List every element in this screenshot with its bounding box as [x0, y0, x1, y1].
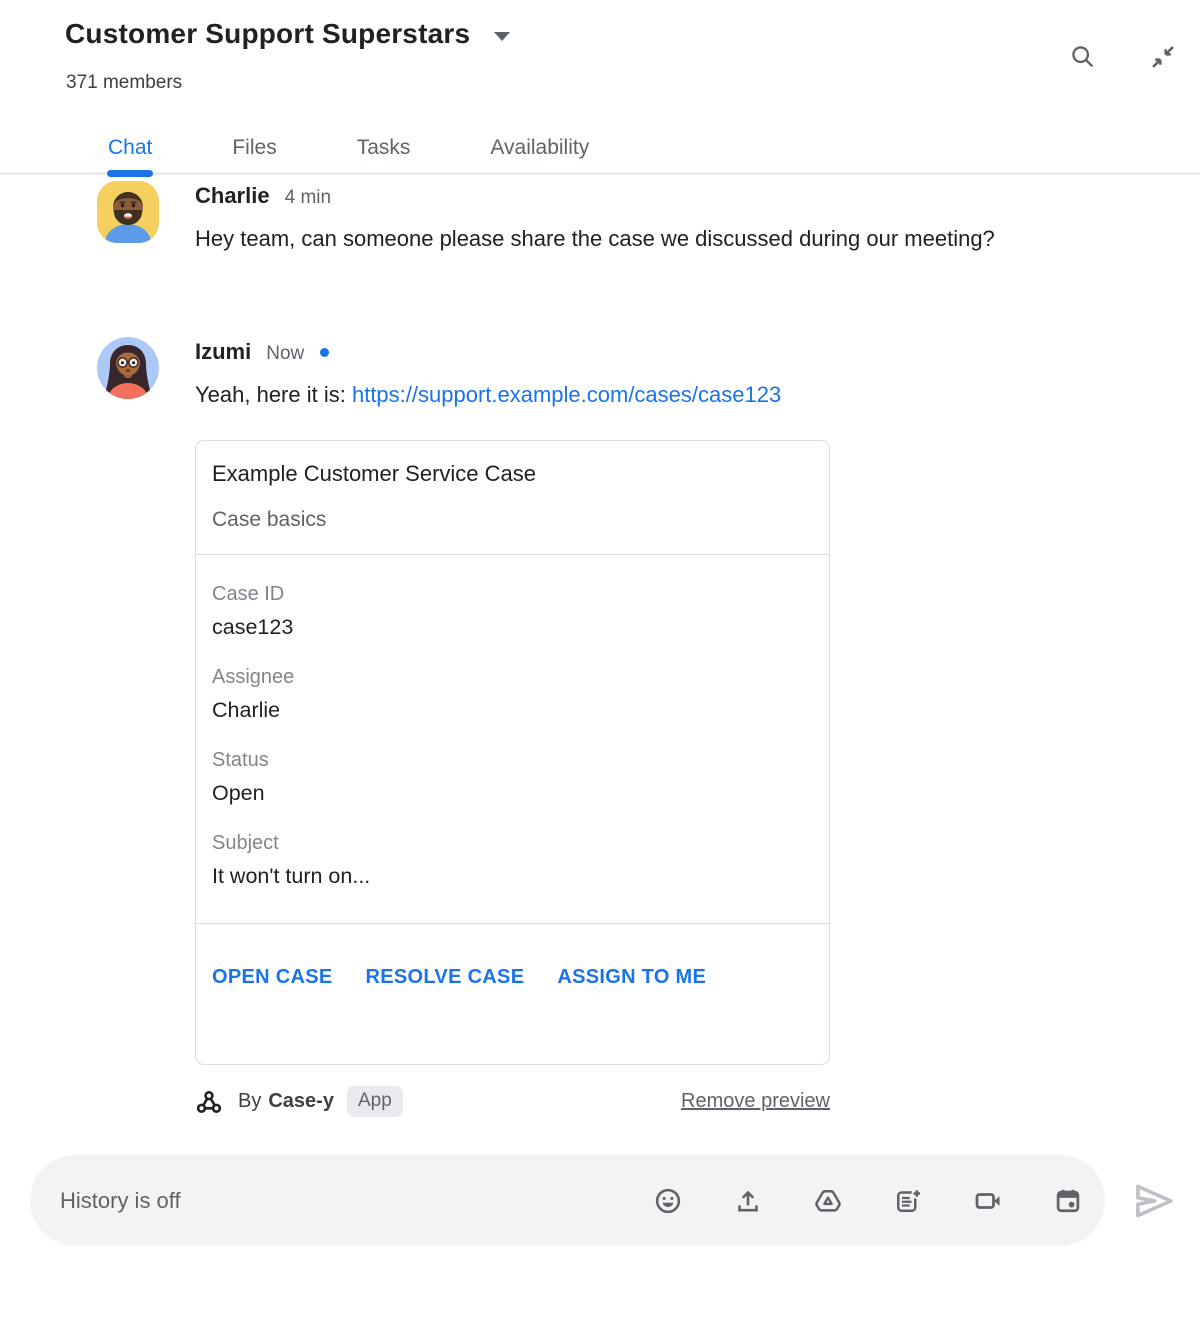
search-icon[interactable]	[1068, 42, 1098, 72]
header-actions	[1068, 42, 1178, 72]
message-izumi	[0, 337, 1200, 415]
tab-chat[interactable]	[108, 123, 152, 172]
drive-icon[interactable]	[813, 1186, 843, 1216]
card-header	[196, 441, 829, 532]
message-text	[195, 375, 1090, 415]
member-count: 371 members	[66, 72, 183, 93]
message-text: Hey team, can someone please share the case we discussed during our meeting?	[195, 226, 995, 251]
case-link[interactable]: https://support.example.com/cases/case123	[351, 382, 782, 407]
field-assignee	[212, 666, 813, 723]
message-author[interactable]: Izumi	[195, 339, 252, 364]
link-preview-card	[195, 440, 830, 1065]
room-title: Customer Support Superstars	[65, 18, 471, 49]
avatar-charlie[interactable]	[97, 181, 159, 243]
field-status	[212, 749, 813, 806]
tab-files[interactable]	[232, 123, 276, 172]
field-value: Charlie	[212, 698, 281, 722]
card-subtitle: Case basics	[212, 508, 327, 531]
compose-bar	[30, 1155, 1105, 1246]
message-author[interactable]: Charlie	[195, 183, 270, 208]
app-badge: App	[347, 1086, 403, 1117]
field-value: case123	[212, 615, 294, 639]
tab-files-label: Files	[232, 135, 277, 159]
calendar-icon[interactable]	[1053, 1186, 1083, 1216]
collapse-icon[interactable]	[1148, 42, 1178, 72]
upload-icon[interactable]	[733, 1186, 763, 1216]
card-attribution	[195, 1086, 830, 1117]
app-name: Case-y	[268, 1090, 334, 1112]
tab-availability[interactable]	[490, 123, 589, 172]
emoji-icon[interactable]	[653, 1186, 683, 1216]
tab-bar	[0, 123, 1200, 175]
field-case-id	[212, 583, 813, 640]
message-charlie	[0, 181, 1200, 259]
compose-icons	[653, 1186, 1105, 1216]
active-tab-underline	[107, 170, 153, 177]
field-value: It won't turn on...	[212, 864, 371, 888]
card-title: Example Customer Service Case	[212, 461, 537, 486]
by-label: By	[238, 1090, 262, 1112]
tab-tasks-label: Tasks	[356, 135, 411, 159]
card-fields	[196, 555, 829, 889]
tab-tasks[interactable]	[357, 123, 411, 172]
message-text-prefix: Yeah, here it is:	[195, 382, 352, 407]
message-timestamp: Now	[266, 343, 305, 364]
resolve-case-button[interactable]: RESOLVE CASE	[365, 966, 525, 988]
tab-availability-label: Availability	[490, 135, 590, 159]
avatar-izumi[interactable]	[97, 337, 159, 399]
field-value: Open	[212, 781, 265, 805]
field-label: Case ID	[212, 583, 285, 605]
open-case-button[interactable]: OPEN CASE	[212, 966, 333, 988]
message-timestamp: 4 min	[284, 187, 332, 208]
message-input[interactable]	[30, 1187, 653, 1215]
room-header	[0, 0, 1200, 123]
video-call-icon[interactable]	[973, 1186, 1003, 1216]
presence-dot	[320, 348, 329, 357]
webhook-icon	[195, 1088, 223, 1116]
room-title-row	[65, 18, 510, 50]
tab-chat-label: Chat	[108, 135, 153, 159]
remove-preview-link[interactable]: Remove preview	[681, 1090, 830, 1112]
field-label: Subject	[212, 832, 279, 854]
send-icon[interactable]	[1131, 1178, 1177, 1224]
field-label: Status	[212, 749, 269, 771]
new-task-icon[interactable]	[893, 1186, 923, 1216]
assign-to-me-button[interactable]: ASSIGN TO ME	[557, 966, 707, 988]
chevron-down-icon[interactable]	[494, 32, 510, 41]
field-label: Assignee	[212, 666, 295, 688]
field-subject	[212, 832, 813, 889]
card-actions	[196, 924, 829, 1031]
